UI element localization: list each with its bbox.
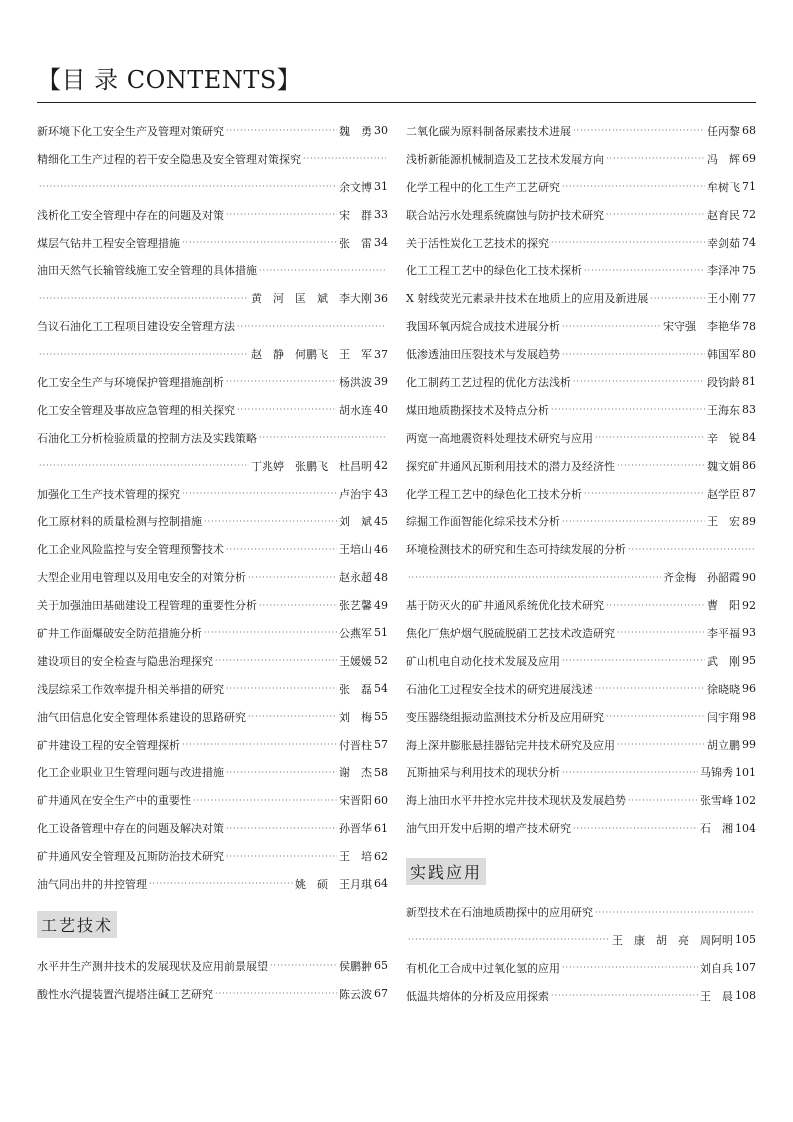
entry-page-number: 71 <box>742 180 756 194</box>
toc-entry[interactable] <box>406 563 756 591</box>
entry-title: 新环境下化工安全生产及管理对策研究 <box>37 124 224 138</box>
toc-entry[interactable] <box>406 703 756 731</box>
entry-page-number: 90 <box>742 570 756 584</box>
entry-title: 两宽一高地震资料处理技术研究与应用 <box>406 431 593 445</box>
toc-entry[interactable] <box>406 368 756 396</box>
dot-leader <box>617 628 705 637</box>
dot-leader <box>650 294 705 303</box>
dot-leader <box>408 935 610 944</box>
dot-leader <box>573 377 705 386</box>
entry-author: 王小刚 <box>707 292 740 306</box>
dot-leader <box>562 182 705 191</box>
dot-leader <box>226 852 337 861</box>
entry-page-number: 42 <box>374 459 388 473</box>
entry-title: 加强化工生产技术管理的探究 <box>37 487 180 501</box>
dot-leader <box>226 684 337 693</box>
dot-leader <box>551 238 705 247</box>
section-heading <box>406 844 756 898</box>
entry-author: 张 雷 <box>339 236 372 250</box>
entry-author: 公燕军 <box>339 626 372 640</box>
toc-entry[interactable] <box>37 173 388 201</box>
toc-entry[interactable] <box>406 229 756 257</box>
toc-entry[interactable] <box>37 591 388 619</box>
toc-entry[interactable] <box>37 758 388 786</box>
toc-entry[interactable] <box>37 535 388 563</box>
entry-page-number: 46 <box>374 542 388 556</box>
entry-title: 低渗透油田压裂技术与发展趋势 <box>406 348 560 362</box>
dot-leader <box>628 796 698 805</box>
dot-leader <box>606 601 705 610</box>
entry-page-number: 104 <box>735 821 756 835</box>
entry-title: 焦化厂焦炉烟气脱硫脱硝工艺技术改造研究 <box>406 626 615 640</box>
entry-title: 化学工程中的化工生产工艺研究 <box>406 180 560 194</box>
toc-entry[interactable] <box>37 424 388 452</box>
entry-page-number: 105 <box>735 933 756 947</box>
entry-title: 油气同出井的井控管理 <box>37 877 147 891</box>
toc-entry[interactable] <box>37 507 388 535</box>
toc-entry[interactable] <box>37 117 388 145</box>
dot-leader <box>584 266 705 275</box>
entry-title: 综掘工作面智能化综采技术分析 <box>406 515 560 529</box>
entry-author: 韩国军 <box>707 348 740 362</box>
toc-entry[interactable] <box>37 284 388 312</box>
dot-leader <box>39 350 249 359</box>
dot-leader <box>562 656 705 665</box>
entry-page-number: 65 <box>374 959 388 973</box>
toc-entry[interactable] <box>37 731 388 759</box>
entry-page-number: 55 <box>374 710 388 724</box>
entry-page-number: 51 <box>374 626 388 640</box>
toc-entry[interactable] <box>406 591 756 619</box>
toc-entry[interactable] <box>406 758 756 786</box>
dot-leader <box>606 154 705 163</box>
entry-title: 化工安全生产与环境保护管理措施剖析 <box>37 375 224 389</box>
dot-leader <box>617 461 705 470</box>
toc-entry[interactable] <box>406 647 756 675</box>
entry-title: 大型企业用电管理以及用电安全的对策分析 <box>37 571 246 585</box>
dot-leader <box>270 961 337 970</box>
entry-author: 赵育民 <box>707 208 740 222</box>
entry-page-number: 67 <box>374 987 388 1001</box>
entry-title: 矿井通风在安全生产中的重要性 <box>37 794 191 808</box>
entry-page-number: 62 <box>374 849 388 863</box>
entry-author: 张艺馨 <box>339 599 372 613</box>
entry-author: 宋守强 李艳华 <box>663 320 740 334</box>
entry-title: 化工企业风险监控与安全管理预警技术 <box>37 543 224 557</box>
toc-entry[interactable] <box>406 786 756 814</box>
entry-page-number: 60 <box>374 793 388 807</box>
entry-author: 辛 锐 <box>707 431 740 445</box>
toc-entry[interactable] <box>406 954 756 982</box>
dot-leader <box>562 322 661 331</box>
entry-author: 王媛媛 <box>339 654 372 668</box>
entry-author: 冯 辉 <box>707 152 740 166</box>
entry-title: 我国环氧丙烷合成技术进展分析 <box>406 320 560 334</box>
entry-author: 刘自兵 <box>700 961 733 975</box>
toc-entry[interactable] <box>37 952 388 980</box>
toc-entry[interactable] <box>37 786 388 814</box>
dot-leader <box>204 628 337 637</box>
entry-title: 低温共熔体的分析及应用探索 <box>406 989 549 1003</box>
entry-page-number: 37 <box>374 347 388 361</box>
entry-author: 王 宏 <box>707 515 740 529</box>
dot-leader <box>182 238 337 247</box>
toc-entry[interactable] <box>37 563 388 591</box>
entry-title: 化工工程工艺中的绿色化工技术探析 <box>406 264 582 278</box>
entry-page-number: 98 <box>742 710 756 724</box>
toc-entry[interactable] <box>37 452 388 480</box>
toc-header <box>37 62 301 98</box>
dot-leader <box>584 489 705 498</box>
entry-title: 矿井建设工程的安全管理探析 <box>37 738 180 752</box>
dot-leader <box>226 768 337 777</box>
entry-author: 赵学臣 <box>707 487 740 501</box>
entry-title: 油田天然气长输管线施工安全管理的具体措施 <box>37 264 257 278</box>
dot-leader <box>606 210 705 219</box>
toc-entry[interactable] <box>37 312 388 340</box>
toc-entry[interactable] <box>406 284 756 312</box>
entry-title: 新型技术在石油地质勘探中的应用研究 <box>406 906 593 920</box>
dot-leader <box>39 294 249 303</box>
dot-leader <box>237 322 386 331</box>
entry-page-number: 92 <box>742 598 756 612</box>
entry-title: 矿山机电自动化技术发展及应用 <box>406 654 560 668</box>
entry-author: 李平福 <box>707 626 740 640</box>
entry-page-number: 93 <box>742 626 756 640</box>
toc-column-right <box>406 117 756 1010</box>
entry-author: 王海东 <box>707 403 740 417</box>
entry-page-number: 54 <box>374 682 388 696</box>
entry-author: 牟树飞 <box>707 180 740 194</box>
entry-page-number: 99 <box>742 738 756 752</box>
entry-author: 姚 硕 王月琪 <box>295 877 372 891</box>
entry-author: 马锦秀 <box>700 766 733 780</box>
entry-author: 李泽冲 <box>707 264 740 278</box>
dot-leader <box>226 210 337 219</box>
toc-entry[interactable] <box>37 396 388 424</box>
dot-leader <box>215 989 337 998</box>
dot-leader <box>149 879 293 888</box>
entry-page-number: 36 <box>374 291 388 305</box>
entry-author: 付晋柱 <box>339 738 372 752</box>
entry-author: 赵永超 <box>339 571 372 585</box>
entry-title: 有机化工合成中过氧化氢的应用 <box>406 961 560 975</box>
entry-page-number: 39 <box>374 375 388 389</box>
dot-leader <box>204 517 337 526</box>
dot-leader <box>628 545 754 554</box>
entry-page-number: 48 <box>374 570 388 584</box>
entry-title: 煤层气钻井工程安全管理措施 <box>37 236 180 250</box>
entry-page-number: 78 <box>742 319 756 333</box>
entry-page-number: 74 <box>742 236 756 249</box>
entry-page-number: 40 <box>374 403 388 417</box>
dot-leader <box>39 182 337 191</box>
toc-entry[interactable] <box>37 229 388 257</box>
toc-entry[interactable] <box>406 814 756 842</box>
entry-title: 瓦斯抽采与利用技术的现状分析 <box>406 766 560 780</box>
page-title: 【目 录 CONTENTS】 <box>37 66 302 94</box>
entry-author: 段钧龄 <box>707 375 740 389</box>
entry-page-number: 107 <box>735 961 756 975</box>
entry-title: 酸性水汽提装置汽提塔注碱工艺研究 <box>37 987 213 1001</box>
dot-leader <box>606 712 705 721</box>
entry-title: 化工设备管理中存在的问题及解决对策 <box>37 822 224 836</box>
toc-entry[interactable] <box>406 675 756 703</box>
toc-entry[interactable] <box>37 703 388 731</box>
dot-leader <box>408 573 661 582</box>
entry-title: X 射线荧光元素录井技术在地质上的应用及新进展 <box>406 292 649 306</box>
toc-entry[interactable] <box>37 619 388 647</box>
entry-title: 关于活性炭化工艺技术的探究 <box>406 236 549 250</box>
entry-author: 孙晋华 <box>339 822 372 836</box>
entry-author: 卢治宇 <box>339 487 372 501</box>
entry-author: 曹 阳 <box>707 599 740 613</box>
entry-author: 王 晨 <box>700 989 733 1003</box>
entry-author: 王培山 <box>339 543 372 557</box>
dot-leader <box>237 405 337 414</box>
dot-leader <box>259 433 386 442</box>
entry-page-number: 96 <box>742 682 756 696</box>
dot-leader <box>573 126 705 135</box>
entry-author: 宋晋阳 <box>339 794 372 808</box>
entry-author: 谢 杰 <box>339 766 372 780</box>
section-heading <box>37 898 388 952</box>
toc-entry[interactable] <box>406 898 756 926</box>
dot-leader <box>303 154 386 163</box>
toc-entry[interactable] <box>37 340 388 368</box>
toc-entry[interactable] <box>406 145 756 173</box>
section-heading-label: 工艺技术 <box>37 911 117 938</box>
entry-title: 化工原材料的质量检测与控制措施 <box>37 515 202 529</box>
entry-title: 二氧化碳为原料制备尿素技术进展 <box>406 124 571 138</box>
dot-leader <box>248 573 337 582</box>
toc-entry[interactable] <box>37 201 388 229</box>
entry-page-number: 80 <box>742 347 756 361</box>
dot-leader <box>259 266 386 275</box>
entry-author: 丁兆婷 张鹏飞 杜昌明 <box>251 459 372 473</box>
dot-leader <box>226 126 337 135</box>
dot-leader <box>595 433 705 442</box>
dot-leader <box>573 824 698 833</box>
toc-entry[interactable] <box>406 535 756 563</box>
dot-leader <box>248 712 337 721</box>
toc-entry[interactable] <box>406 731 756 759</box>
toc-entry[interactable] <box>37 256 388 284</box>
entry-author: 胡立鹏 <box>707 738 740 752</box>
dot-leader <box>617 740 705 749</box>
toc-entry[interactable] <box>406 424 756 452</box>
dot-leader <box>182 740 337 749</box>
toc-entry[interactable] <box>37 980 388 1008</box>
entry-author: 石 湘 <box>700 822 733 836</box>
entry-author: 侯鹏翀 <box>339 959 372 973</box>
dot-leader <box>259 601 337 610</box>
entry-title: 化工安全管理及事故应急管理的相关探究 <box>37 403 235 417</box>
entry-title: 石油化工分析检验质量的控制方法及实践策略 <box>37 431 257 445</box>
toc-entry[interactable] <box>406 117 756 145</box>
toc-entry[interactable] <box>406 452 756 480</box>
entry-title: 浅析化工安全管理中存在的问题及对策 <box>37 208 224 222</box>
entry-author: 魏文娟 <box>707 459 740 473</box>
toc-entry[interactable] <box>37 368 388 396</box>
entry-page-number: 75 <box>742 263 756 277</box>
entry-author: 任丙黎 <box>707 124 740 138</box>
entry-page-number: 68 <box>742 124 756 138</box>
toc-column-left <box>37 117 388 1008</box>
entry-page-number: 84 <box>742 431 756 445</box>
entry-title: 基于防灭火的矿井通风系统优化技术研究 <box>406 599 604 613</box>
dot-leader <box>595 908 754 917</box>
toc-entry[interactable] <box>406 201 756 229</box>
dot-leader <box>562 768 698 777</box>
entry-page-number: 101 <box>735 765 756 779</box>
entry-author: 刘 斌 <box>339 515 372 529</box>
entry-page-number: 30 <box>374 124 388 138</box>
toc-entry[interactable] <box>406 507 756 535</box>
dot-leader <box>226 824 337 833</box>
entry-title: 浅析新能源机械制造及工艺技术发展方向 <box>406 152 604 166</box>
entry-page-number: 33 <box>374 208 388 222</box>
entry-author: 幸剑茹 <box>707 236 740 250</box>
entry-title: 水平井生产测井技术的发展现状及应用前景展望 <box>37 959 268 973</box>
entry-title: 矿井工作面爆破安全防范措施分析 <box>37 626 202 640</box>
entry-page-number: 86 <box>742 459 756 473</box>
dot-leader <box>551 405 705 414</box>
entry-author: 黄 河 匡 斌 李大刚 <box>251 292 372 306</box>
dot-leader <box>595 684 705 693</box>
dot-leader <box>562 517 705 526</box>
entry-title: 环境检测技术的研究和生态可持续发展的分析 <box>406 543 626 557</box>
toc-entry[interactable] <box>37 842 388 870</box>
entry-author: 陈云波 <box>339 987 372 1001</box>
entry-page-number: 58 <box>374 765 388 779</box>
entry-author: 赵 静 何鹏飞 王 军 <box>251 348 372 362</box>
entry-page-number: 52 <box>374 654 388 668</box>
entry-author: 张 磊 <box>339 682 372 696</box>
toc-entry[interactable] <box>406 340 756 368</box>
entry-title: 刍议石油化工工程项目建设安全管理方法 <box>37 320 235 334</box>
entry-page-number: 108 <box>735 989 756 1003</box>
entry-title: 煤田地质勘探技术及特点分析 <box>406 403 549 417</box>
entry-page-number: 87 <box>742 487 756 501</box>
toc-entry[interactable] <box>37 145 388 173</box>
entry-author: 刘 梅 <box>339 710 372 724</box>
dot-leader <box>562 350 705 359</box>
entry-author: 余文博 <box>339 180 372 194</box>
entry-title: 海上油田水平井控水完井技术现状及发展趋势 <box>406 794 626 808</box>
entry-page-number: 89 <box>742 514 756 528</box>
entry-author: 武 刚 <box>707 654 740 668</box>
entry-page-number: 45 <box>374 514 388 528</box>
dot-leader <box>215 656 337 665</box>
entry-title: 化工制药工艺过程的优化方法浅析 <box>406 375 571 389</box>
dot-leader <box>193 796 337 805</box>
entry-page-number: 81 <box>742 375 756 389</box>
entry-title: 浅层综采工作效率提升相关举措的研究 <box>37 682 224 696</box>
entry-author: 胡水连 <box>339 403 372 417</box>
dot-leader <box>551 991 698 1000</box>
section-heading-label: 实践应用 <box>406 858 486 885</box>
entry-title: 油气田信息化安全管理体系建设的思路研究 <box>37 710 246 724</box>
dot-leader <box>39 461 249 470</box>
entry-page-number: 83 <box>742 403 756 417</box>
toc-entry[interactable] <box>406 312 756 340</box>
entry-page-number: 61 <box>374 821 388 835</box>
entry-page-number: 49 <box>374 598 388 612</box>
entry-page-number: 34 <box>374 236 388 249</box>
entry-title: 化工企业职业卫生管理问题与改进措施 <box>37 766 224 780</box>
toc-entry[interactable] <box>406 619 756 647</box>
entry-author: 王 培 <box>339 850 372 864</box>
entry-title: 油气田开发中后期的增产技术研究 <box>406 822 571 836</box>
entry-author: 齐金梅 孙韶霞 <box>663 571 740 585</box>
dot-leader <box>226 377 337 386</box>
toc-entry[interactable] <box>37 480 388 508</box>
entry-title: 变压器绕组振动监测技术分析及应用研究 <box>406 710 604 724</box>
dot-leader <box>182 489 337 498</box>
entry-title: 石油化工过程安全技术的研究进展浅述 <box>406 682 593 696</box>
toc-entry[interactable] <box>406 480 756 508</box>
header-rule <box>37 102 756 103</box>
dot-leader <box>226 545 337 554</box>
entry-author: 宋 群 <box>339 208 372 222</box>
toc-entry[interactable] <box>37 647 388 675</box>
toc-entry[interactable] <box>406 396 756 424</box>
entry-page-number: 69 <box>742 152 756 166</box>
entry-title: 联合站污水处理系统腐蚀与防护技术研究 <box>406 208 604 222</box>
entry-author: 闫宇翔 <box>707 710 740 724</box>
entry-title: 关于加强油田基础建设工程管理的重要性分析 <box>37 599 257 613</box>
toc-entry[interactable] <box>37 870 388 898</box>
entry-author: 王 康 胡 亮 周阿明 <box>612 933 733 947</box>
entry-page-number: 64 <box>374 877 388 891</box>
entry-title: 化学工程工艺中的绿色化工技术分析 <box>406 487 582 501</box>
entry-author: 徐晓晓 <box>707 682 740 696</box>
entry-author: 魏 勇 <box>339 124 372 138</box>
entry-page-number: 77 <box>742 291 756 305</box>
entry-title: 探究矿井通风瓦斯利用技术的潜力及经济性 <box>406 459 615 473</box>
dot-leader <box>562 963 698 972</box>
toc-entry[interactable] <box>406 926 756 954</box>
entry-page-number: 57 <box>374 738 388 752</box>
toc-entry[interactable] <box>37 675 388 703</box>
entry-title: 矿井通风安全管理及瓦斯防治技术研究 <box>37 850 224 864</box>
entry-page-number: 31 <box>374 180 388 194</box>
entry-title: 建设项目的安全检查与隐患治理探究 <box>37 654 213 668</box>
toc-entry[interactable] <box>37 814 388 842</box>
entry-author: 张雪峰 <box>700 794 733 808</box>
toc-entry[interactable] <box>406 982 756 1010</box>
entry-page-number: 43 <box>374 487 388 501</box>
entry-author: 杨洪波 <box>339 375 372 389</box>
toc-entry[interactable] <box>406 173 756 201</box>
entry-page-number: 102 <box>735 793 756 807</box>
entry-page-number: 72 <box>742 208 756 222</box>
entry-title: 精细化工生产过程的若干安全隐患及安全管理对策探究 <box>37 152 301 166</box>
toc-entry[interactable] <box>406 256 756 284</box>
entry-page-number: 95 <box>742 654 756 668</box>
entry-title: 海上深井膨胀悬挂器钻完井技术研究及应用 <box>406 738 615 752</box>
